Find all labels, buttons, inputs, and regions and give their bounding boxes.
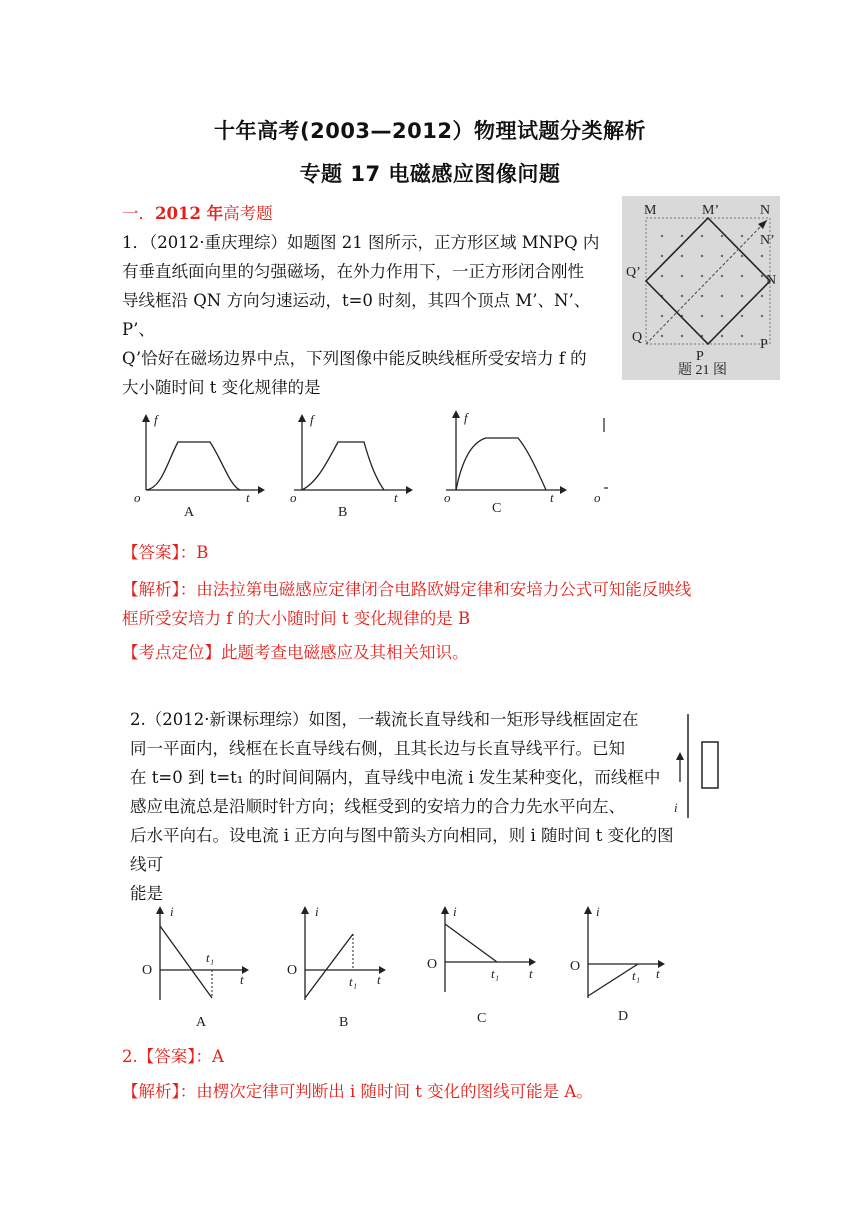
q2-graph-d	[568, 902, 693, 1032]
q2-line: 2.（2012·新课标理综）如图，一载流长直导线和一矩形导线框固定在	[130, 710, 639, 729]
option-label: A	[184, 505, 195, 520]
q2-graph-a	[140, 902, 265, 1032]
option-label: B	[338, 505, 348, 520]
q1-graph-d-cropped	[592, 410, 612, 510]
svg-text:f: f	[154, 412, 158, 427]
q1-graph-c	[442, 410, 577, 520]
svg-text:O: O	[287, 963, 298, 978]
svg-text:t₁: t₁	[632, 968, 641, 983]
svg-text:t: t	[394, 490, 398, 505]
svg-text:M: M	[644, 203, 657, 218]
svg-text:t: t	[529, 966, 533, 981]
svg-text:t: t	[377, 972, 381, 987]
option-label: C	[477, 1011, 487, 1026]
svg-text:t: t	[246, 490, 250, 505]
q2-line: 在 t=0 到 t=t₁ 的时间间隔内，直导线中电流 i 发生某种变化，而线框中	[130, 768, 661, 787]
svg-text:t: t	[656, 966, 660, 981]
svg-text:o: o	[444, 490, 451, 505]
svg-text:i: i	[453, 904, 457, 919]
section-suffix: 高考题	[223, 204, 273, 223]
q1-text	[122, 228, 622, 402]
q2-wire-loop-figure	[670, 712, 730, 822]
rect-loop	[702, 742, 718, 788]
q2-analysis: 【解析】：由楞次定律可判断出 i 随时间 t 变化的图线可能是 A。	[122, 1082, 593, 1101]
svg-text:o: o	[594, 490, 601, 505]
section-heading	[122, 200, 273, 224]
option-label: A	[196, 1015, 207, 1030]
q2-line: 后水平向右。设电流 i 正方向与图中箭头方向相同，则 i 随时间 t 变化的图线可	[130, 826, 674, 874]
svg-text:t₁: t₁	[206, 950, 215, 965]
svg-text:t: t	[550, 490, 554, 505]
svg-text:Q: Q	[632, 330, 643, 345]
option-label: D	[618, 1009, 629, 1024]
svg-text:i: i	[674, 800, 678, 815]
q2-line: 同一平面内，线框在长直导线右侧，且其长边与长直导线平行。已知	[130, 739, 625, 758]
q1-answer: 【答案】：B	[122, 543, 209, 562]
q1-point: 【考点定位】此题考查电磁感应及其相关知识。	[122, 643, 469, 662]
q1-line: 1．（2012·重庆理综）如题图 21 图所示，正方形区域 MNPQ 内	[122, 233, 600, 252]
svg-text:P: P	[696, 349, 704, 364]
svg-text:t₁: t₁	[349, 974, 358, 989]
page-subtitle: 专题 17 电磁感应图像问题	[299, 162, 561, 186]
q1-graph-a	[132, 410, 267, 520]
svg-text:i: i	[315, 904, 319, 919]
svg-text:M’: M’	[702, 203, 720, 218]
section-prefix: 一．	[122, 204, 155, 223]
svg-text:Q’: Q’	[626, 265, 641, 280]
q1-analysis-line: 框所受安培力 f 的大小随时间 t 变化规律的是 B	[122, 609, 471, 628]
option-label: C	[492, 501, 502, 516]
svg-text:O: O	[142, 963, 153, 978]
page-title: 十年高考(2003—2012）物理试题分类解析	[214, 119, 646, 143]
svg-text:N: N	[766, 273, 777, 288]
svg-text:i: i	[596, 904, 600, 919]
q2-text	[130, 705, 690, 908]
q2-graph-b	[285, 902, 410, 1032]
option-label: B	[339, 1015, 349, 1030]
q1-line: 大小随时间 t 变化规律的是	[122, 378, 321, 397]
svg-text:N: N	[760, 203, 771, 218]
q1-analysis	[122, 575, 742, 633]
q1-line: 有垂直纸面向里的匀强磁场，在外力作用下，一正方形闭合刚性	[122, 262, 584, 281]
q1-line: 导线框沿 QN 方向匀速运动，t=0 时刻，其四个顶点 M’、N’、P’、	[122, 291, 591, 339]
svg-text:f: f	[310, 412, 314, 427]
svg-text:o: o	[290, 490, 297, 505]
figure-caption: 题 21 图	[678, 363, 727, 378]
svg-text:O: O	[427, 957, 438, 972]
q2-graph-c	[425, 902, 550, 1032]
q2-line: 感应电流总是沿顺时针方向；线框受到的安培力的合力先水平向左、	[130, 797, 625, 816]
q2-answer: 2.【答案】：A	[122, 1047, 224, 1066]
svg-text:N’: N’	[760, 233, 775, 248]
svg-text:f: f	[464, 410, 468, 425]
svg-text:o: o	[134, 490, 141, 505]
svg-text:t₁: t₁	[491, 966, 500, 981]
q1-line: Q’恰好在磁场边界中点，下列图像中能反映线框所受安培力 f 的	[122, 349, 587, 368]
q1-analysis-line: 【解析】：由法拉第电磁感应定律闭合电路欧姆定律和安培力公式可知能反映线	[122, 580, 692, 599]
svg-text:P: P	[760, 337, 768, 352]
svg-text:i: i	[170, 904, 174, 919]
svg-text:t: t	[240, 972, 244, 987]
section-year: 2012 年	[155, 204, 224, 223]
svg-text:O: O	[570, 959, 581, 974]
q2-line: 能是	[130, 884, 163, 903]
q1-graph-b	[288, 410, 423, 520]
q1-magnetic-field-figure	[622, 196, 780, 380]
